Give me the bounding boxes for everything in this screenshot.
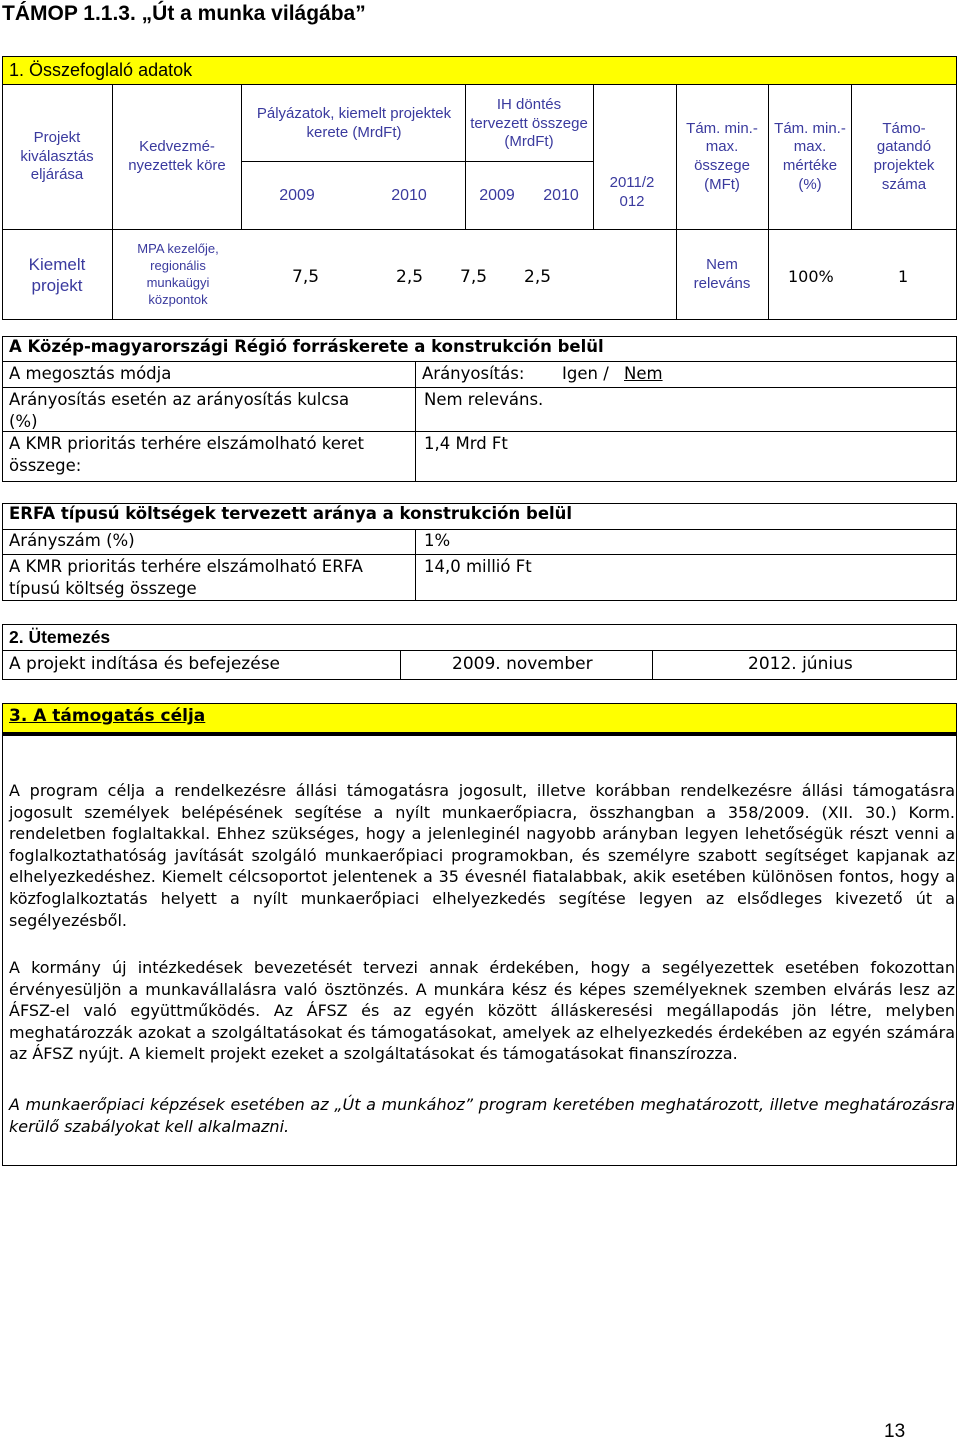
header-year-2009-a: 2009	[279, 186, 315, 204]
kmr-megosztas-label: A megosztás módja	[9, 364, 172, 383]
section3-paragraph-3: A munkaerőpiaci képzések esetében az „Út a munkához” program keretében meghatározott, illetve meghatározásra kerülő szabályokat kell alkalmazni.	[9, 1095, 955, 1136]
header-year-2010-b: 2010	[543, 186, 579, 204]
kmr-igen: Igen /	[562, 364, 609, 383]
value-2010-b: 2,5	[524, 267, 552, 287]
kmr-keret-value: 1,4 Mrd Ft	[424, 434, 508, 453]
section3-paragraph-1: A program célja a rendelkezésre állási támogatásra jogosult, illetve korábban rendelkezésre állási támogatásra jogosult személyek belépésének segítése a nyílt munkaerőpiacra, összhangban a 358/2009. (XII. 30.) Korm. rendeletben foglaltakkal. Ehhez szükséges, hogy a jelenleginél nagyobb arányban legyen lehetőségük részt venni a foglalkoztathatóság javítását szolgáló munkaerőpiaci programokban, és személyre szabott segítséget kapjanak az elhelyezkedéshez. Kiemelt célcsoportot jelentenek a 35 évesnél fiatalabbak, akik esetében különösen fontos, hogy a közfoglalkoztatás helyett a nyílt munkaerőpiaci elhelyezkedés segítése legyen az elsődleges kivezető út a segélyezésből.	[9, 781, 955, 930]
kmr-kulcs-label-1: Arányosítás esetén az arányosítás kulcsa	[9, 390, 350, 409]
header-ih-dontes: IH döntés tervezett összege (MrdFt)	[470, 95, 588, 151]
section3-heading: 3. A támogatás célja	[9, 706, 206, 726]
document-title: TÁMOP 1.1.3. „Út a munka világába”	[2, 2, 366, 25]
section2-heading: 2. Ütemezés	[9, 627, 111, 647]
value-2009-b: 7,5	[460, 267, 488, 287]
header-tam-osszege: Tám. min.- max. összege (MFt)	[686, 119, 758, 193]
header-tamogatando-projektek: Támo-gatandó projektek száma	[873, 119, 935, 193]
kmr-keret-label-2: összege:	[9, 456, 82, 475]
value-tam-osszege: Nem releváns	[693, 256, 751, 292]
erfa-koltseg-label-1: A KMR prioritás terhére elszámolható ERFA	[9, 557, 363, 576]
schedule-end: 2012. június	[748, 654, 853, 674]
header-year-2009-b: 2009	[479, 186, 515, 204]
section1-heading: 1. Összefoglaló adatok	[9, 60, 193, 80]
kmr-kulcs-value: Nem releváns.	[424, 390, 544, 409]
erfa-aranyszam-value: 1%	[424, 531, 451, 550]
erfa-heading: ERFA típusú költségek tervezett aránya a konstrukción belül	[9, 504, 573, 523]
erfa-aranyszam-label: Arányszám (%)	[9, 531, 135, 550]
value-2010-a: 2,5	[396, 267, 424, 287]
value-projektek-szama: 1	[898, 267, 909, 286]
erfa-koltseg-value: 14,0 millió Ft	[424, 557, 532, 576]
erfa-koltseg-label-2: típusú költség összege	[9, 579, 197, 598]
value-tam-merteke: 100%	[788, 267, 834, 286]
header-projekt-kivalasztas: Projekt kiválasztás eljárása	[20, 128, 94, 184]
header-year-2010-a: 2010	[391, 186, 427, 204]
schedule-start: 2009. november	[452, 654, 593, 674]
kmr-keret-label-1: A KMR prioritás terhére elszámolható keret	[9, 434, 364, 453]
page-number: 13	[884, 1421, 906, 1442]
row-kiemelt-projekt: Kiemelt projekt	[28, 254, 86, 295]
section3-paragraph-2: A kormány új intézkedések bevezetését tervezi annak érdekében, hogy a segélyezettek esetében fokozottan érvényesüljön a munkavállalásra való ösztönzés. A munkára kész és képes személyeknek szemben elvárás lesz az ÁFSZ-el való együttműködés. Az ÁFSZ és az egyén között álláskeresési megállapodás jön létre, melyben meghatározzák azokat a szolgáltatásokat és támogatásokat, amelyek az elhelyezkedés érdekében az egyén számára az ÁFSZ nyújt. A kiemelt projekt ezeket a szolgáltatásokat és támogatásokat finanszírozza.	[9, 958, 955, 1064]
header-kedvezmenyezettek: Kedvezmé-nyezettek köre	[128, 138, 226, 174]
kmr-kulcs-label-2: (%)	[9, 412, 38, 431]
kmr-aranyositas-label: Arányosítás:	[422, 364, 525, 383]
row-kedvezmenyezettek: MPA kezelője, regionális munkaügyi központok	[137, 241, 219, 307]
header-year-2011-2012: 2011/2 012	[609, 174, 655, 210]
header-palyazatok-kerete: Pályázatok, kiemelt projektek kerete (MrdFt)	[256, 105, 452, 141]
kmr-nem: Nem	[624, 364, 663, 383]
schedule-label: A projekt indítása és befejezése	[9, 654, 281, 674]
kmr-heading: A Közép-magyarországi Régió forráskerete a konstrukción belül	[9, 337, 604, 356]
header-tam-merteke: Tám. min.- max. mértéke (%)	[774, 119, 846, 193]
value-2009-a: 7,5	[292, 267, 320, 287]
